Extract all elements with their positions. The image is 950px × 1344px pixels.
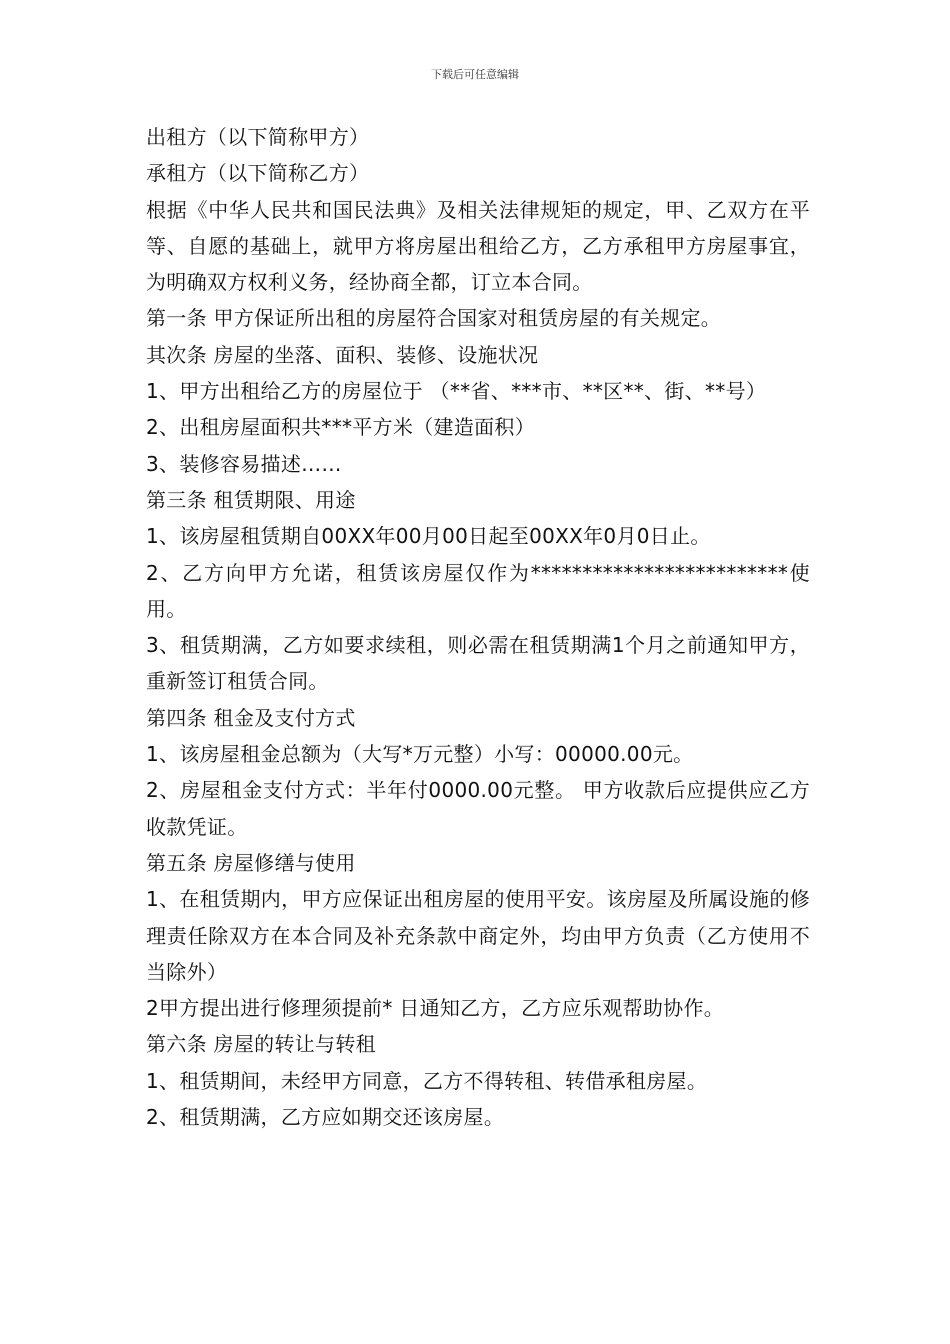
article-6-item-2: 2、租赁期满，乙方应如期交还该房屋。: [146, 1105, 505, 1130]
article-3-heading: 第三条 租赁期限、用途: [146, 487, 356, 512]
article-4-heading: 第四条 租金及支付方式: [146, 705, 356, 730]
article-5-heading: 第五条 房屋修缮与使用: [146, 850, 356, 875]
article-1-heading: 第一条 甲方保证所出租的房屋符合国家对租赁房屋的有关规定。: [146, 306, 722, 331]
article-3-item-2: 2、乙方向甲方允诺，租赁该房屋仅作为*************************使用。: [146, 560, 810, 621]
party-b-line: 承租方（以下简称乙方）: [146, 161, 370, 186]
article-4-item-2: 2、房屋租金支付方式：半年付0000.00元整。 甲方收款后应提供应乙方收款凭证。: [146, 778, 810, 839]
article-5-item-2: 2甲方提出进行修理须提前* 日通知乙方，乙方应乐观帮助协作。: [146, 996, 725, 1021]
article-2-item-3: 3、装修容易描述……: [146, 451, 342, 476]
header-note: 下载后可任意编辑: [431, 68, 519, 81]
article-6-item-1: 1、租赁期间，未经甲方同意，乙方不得转租、转借承租房屋。: [146, 1068, 708, 1093]
article-5-item-1: 1、在租赁期内，甲方应保证出租房屋的使用平安。该房屋及所属设施的修理责任除双方在本合同及补充条款中商定外，均由甲方负责（乙方使用不当除外）: [146, 887, 810, 984]
article-6-heading: 第六条 房屋的转让与转租: [146, 1032, 376, 1057]
article-2-item-1: 1、甲方出租给乙方的房屋位于 （**省、***市、**区**、街、**号）: [146, 379, 767, 404]
article-2-heading: 其次条 房屋的坐落、面积、装修、设施状况: [146, 342, 539, 367]
article-2-item-2: 2、出租房屋面积共***平方米（建造面积）: [146, 415, 536, 440]
article-4-item-1: 1、该房屋租金总额为（大写*万元整）小写：00000.00元。: [146, 742, 694, 767]
preamble-paragraph: 根据《中华人民共和国民法典》及相关法律规矩的规定，甲、乙双方在平等、自愿的基础上，就甲方将房屋出租给乙方，乙方承租甲方房屋事宜，为明确双方权利义务，经协商全都，订立本合同。: [146, 197, 810, 295]
party-a-line: 出租方（以下简称甲方）: [146, 125, 370, 149]
article-3-item-3: 3、租赁期满，乙方如要求续租，则必需在租赁期满1个月之前通知甲方，重新签订租赁合同。: [146, 633, 810, 694]
contract-body: [146, 119, 810, 1135]
article-3-item-1: 1、该房屋租赁期自00XX年00月00日起至00XX年0月0日止。: [146, 524, 711, 549]
